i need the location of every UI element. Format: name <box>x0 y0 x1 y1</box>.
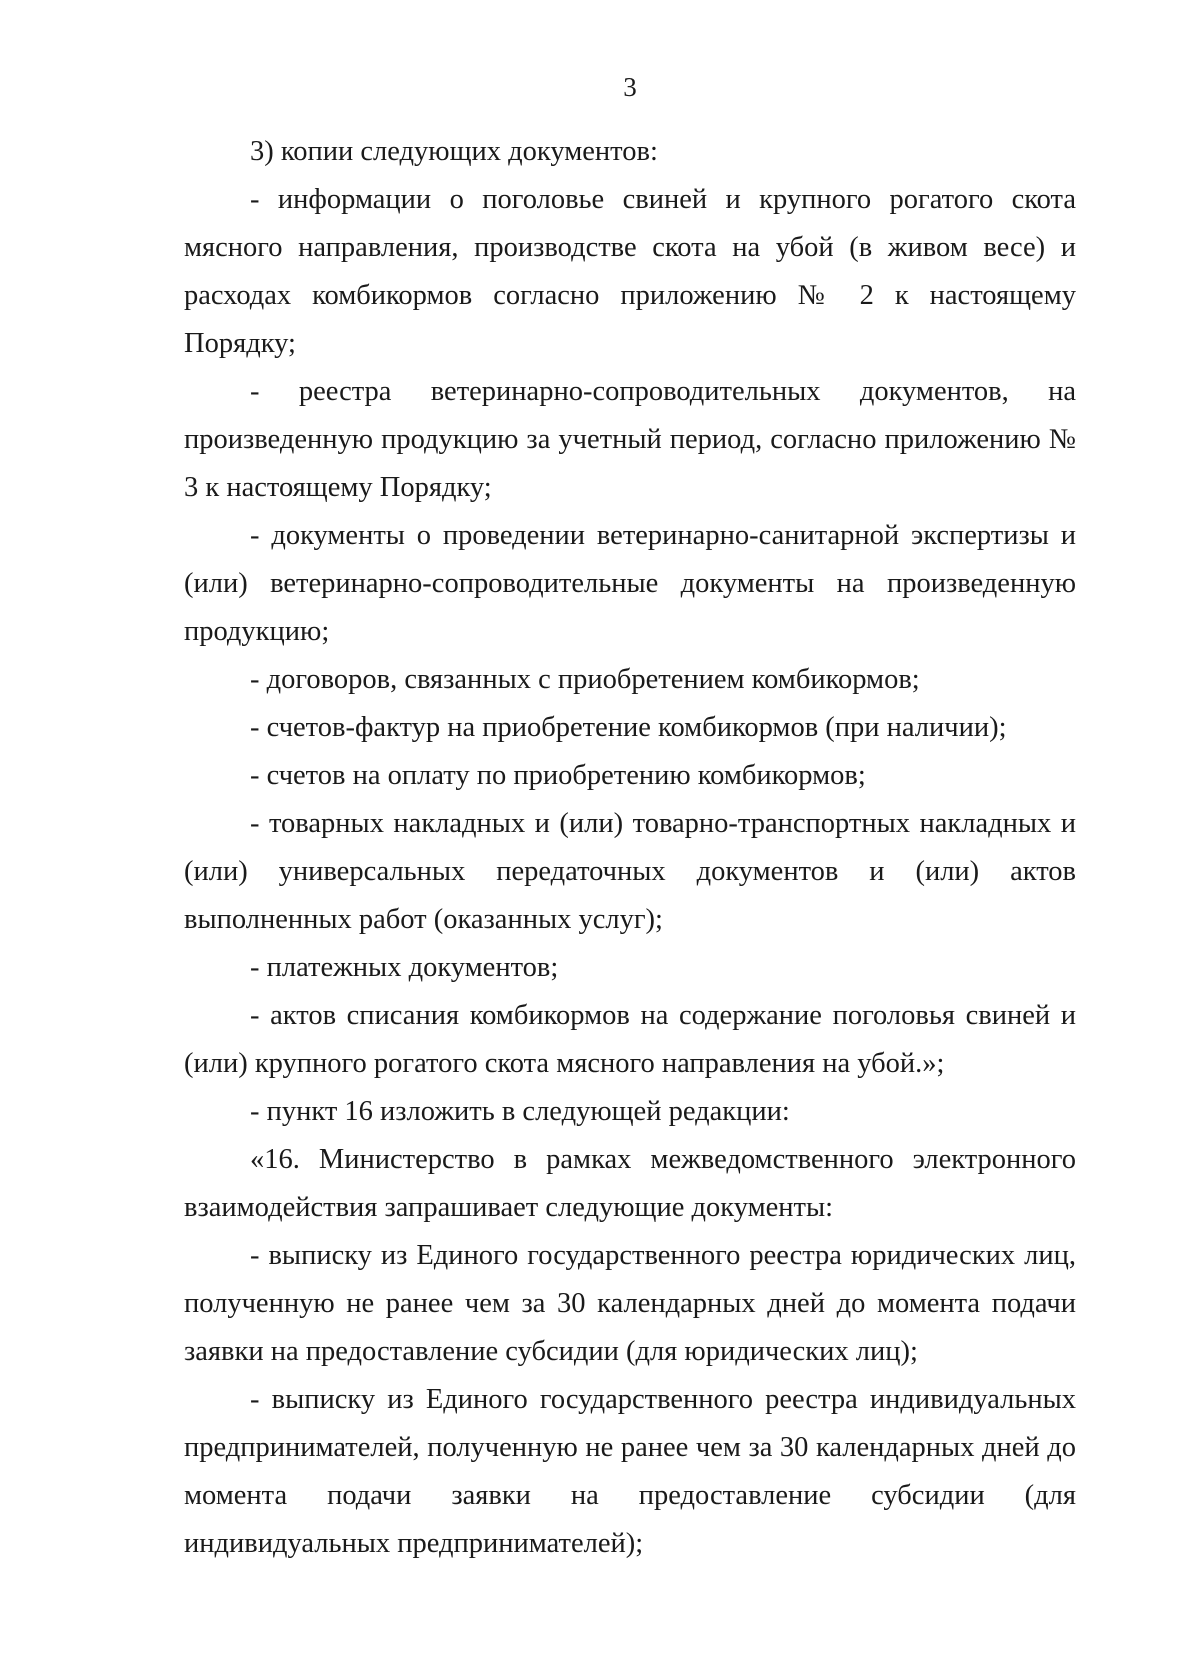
document-body <box>184 128 1076 1568</box>
paragraph-vet-registry: - реестра ветеринарно-сопроводительных документов, на произведенную продукцию за учетный период, согласно приложению № 3 к настоящему Порядку; <box>184 376 1076 503</box>
paragraph-write-off: - актов списания комбикормов на содержание поголовья свиней и (или) крупного рогатого скота мясного направления на убой.»; <box>184 1000 1076 1079</box>
paragraph-payment-docs: - платежных документов; <box>250 952 559 983</box>
paragraph-invoices: - счетов-фактур на приобретение комбикормов (при наличии); <box>250 712 1007 743</box>
paragraph-payment-bills: - счетов на оплату по приобретению комбикормов; <box>250 760 866 791</box>
paragraph-clause-16: «16. Министерство в рамках межведомственного электронного взаимодействия запрашивает следующие документы: <box>184 1144 1076 1223</box>
paragraph-livestock-info: - информации о поголовье свиней и крупного рогатого скота мясного направления, производстве скота на убой (в живом весе) и расходах комбикормов согласно приложению № 2 к настоящему Порядку; <box>184 184 1076 359</box>
paragraph-egrip-extract: - выписку из Единого государственного реестра индивидуальных предпринимателей, полученную не ранее чем за 30 календарных дней до момента подачи заявки на предоставление субсидии (для индивидуальных предпринимателей); <box>184 1384 1076 1559</box>
paragraph-clause-16-intro: - пункт 16 изложить в следующей редакции: <box>250 1096 790 1127</box>
page-number: 3 <box>623 72 637 102</box>
paragraph-contracts: - договоров, связанных с приобретением комбикормов; <box>250 664 920 695</box>
paragraph-egrul-extract: - выписку из Единого государственного реестра юридических лиц, полученную не ранее чем за 30 календарных дней до момента подачи заявки на предоставление субсидии (для юридических лиц); <box>184 1240 1076 1367</box>
paragraph-copies-header: 3) копии следующих документов: <box>250 136 658 167</box>
paragraph-waybills: - товарных накладных и (или) товарно-транспортных накладных и (или) универсальных передаточных документов и (или) актов выполненных работ (оказанных услуг); <box>184 808 1076 935</box>
paragraph-vet-expertise: - документы о проведении ветеринарно-санитарной экспертизы и (или) ветеринарно-сопроводительные документы на произведенную продукцию; <box>184 520 1076 647</box>
